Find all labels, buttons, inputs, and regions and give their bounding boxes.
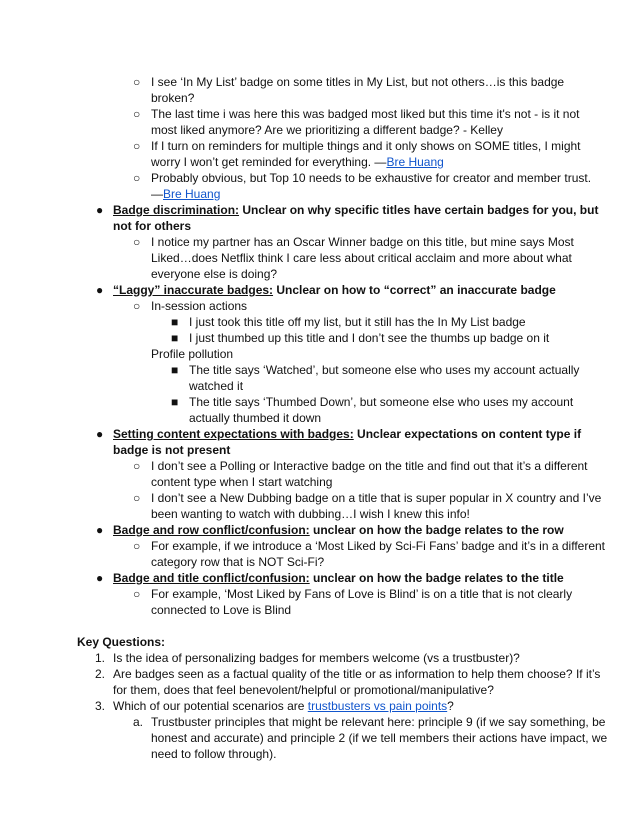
text-line: category row that is NOT Sci-Fi? [151,555,325,569]
bullet-circle: ○ [133,491,141,505]
text-line: For example, if we introduce a ‘Most Liked by Sci-Fi Fans’ badge and it’s in a different [151,539,606,553]
bullet-dot: ● [96,523,104,537]
bullet-dot: ● [96,283,104,297]
section-description: Unclear on why specific titles have certain badges for you, but [239,203,599,217]
key-questions-heading: Key Questions: [77,635,166,649]
text-line: broken? [151,91,195,105]
section-description: Unclear expectations on content type if [353,427,582,441]
bullet-circle: ○ [133,107,141,121]
text-line: I just thumbed up this title and I don’t see the thumbs up badge on it [189,331,550,345]
section-title: Badge and title conflict/confusion: [113,571,310,585]
text-line: I see ‘In My List’ badge on some titles in My List, but not others…is this badge [151,75,565,89]
bullet-dot: ● [96,571,104,585]
question-text: Are badges seen as a factual quality of the title or as information to help them choose? If it’s [113,667,601,681]
bullet-square: ■ [171,331,179,345]
text-line: I don’t see a Polling or Interactive badge on the title and find out that it’s a different [151,459,588,473]
text-line: Trustbuster principles that might be relevant here: principle 9 (if we say something, be [151,715,606,729]
author-link[interactable]: Bre Huang [386,155,444,169]
text-line: Probably obvious, but Top 10 needs to be exhaustive for creator and member trust. [151,171,592,185]
section-title: Setting content expectations with badges: [113,427,354,441]
question-text: for them, does that feel benevolent/helpful or promotional/manipulative? [113,683,494,697]
text-line: The title says ‘Watched’, but someone else who uses my account actually [189,363,580,377]
text-line: need to follow through). [151,747,277,761]
bullet-circle: ○ [133,75,141,89]
section-description: unclear on how the badge relates to the row [309,523,564,537]
question-text: ? [447,699,454,713]
text-line: — [151,187,163,201]
text-line: everyone else is doing? [151,267,278,281]
trustbusters-link[interactable]: trustbusters vs pain points [307,699,448,713]
bullet-dot: ● [96,203,104,217]
text-line: most liked anymore? Are we prioritizing a different badge? - Kelley [151,123,503,137]
text-line: For example, ‘Most Liked by Fans of Love is Blind’ is on a title that is not clearly [151,587,573,601]
bullet-circle: ○ [133,235,141,249]
section-title: “Laggy” inaccurate badges: [113,283,274,297]
bullet-dot: ● [96,427,104,441]
bullet-circle: ○ [133,539,141,553]
question-text: Which of our potential scenarios are [113,699,308,713]
section-description: not for others [113,219,191,233]
text-line: honest and accurate) and principle 2 (if we tell members their actions have impact, we [151,731,608,745]
text-line: been wanting to watch with dubbing…I wish I knew this info! [151,507,470,521]
list-letter: a. [133,715,144,729]
text-line: I notice my partner has an Oscar Winner badge on this title, but mine says Most [151,235,574,249]
text-line: The title says ‘Thumbed Down’, but someone else who uses my account [189,395,574,409]
list-number: 2. [95,667,106,681]
bullet-square: ■ [171,363,179,377]
bullet-square: ■ [171,315,179,329]
bullet-circle: ○ [133,459,141,473]
section-description: Unclear on how to “correct” an inaccurate badge [273,283,556,297]
bullet-square: ■ [171,395,179,409]
section-title: Badge and row conflict/confusion: [113,523,310,537]
text-line: The last time i was here this was badged most liked but this time it's not - is it not [151,107,580,121]
text-line: worry I won’t get reminded for everything. — [151,155,387,169]
section-title: Badge discrimination: [113,203,240,217]
text-line: If I turn on reminders for multiple things and it only shows on SOME titles, I might [151,139,581,153]
bullet-circle: ○ [133,299,141,313]
text-line: I just took this title off my list, but it still has the In My List badge [189,315,526,329]
text-line: Liked…does Netflix think I care less about critical acclaim and more about what [151,251,572,265]
text-line: content type when I start watching [151,475,333,489]
bullet-circle: ○ [133,139,141,153]
text-line: connected to Love is Blind [151,603,292,617]
section-description: badge is not present [113,443,231,457]
text-line: I don’t see a New Dubbing badge on a title that is super popular in X country and I’ve [151,491,602,505]
question-text: Is the idea of personalizing badges for members welcome (vs a trustbuster)? [113,651,520,665]
subsection-label: In-session actions [151,299,248,313]
author-link[interactable]: Bre Huang [163,187,221,201]
text-line: actually thumbed it down [189,411,322,425]
text-line: watched it [189,379,244,393]
section-description: unclear on how the badge relates to the title [309,571,564,585]
bullet-circle: ○ [133,171,141,185]
list-number: 1. [95,651,106,665]
list-number: 3. [95,699,106,713]
subsection-label: Profile pollution [151,347,234,361]
bullet-circle: ○ [133,587,141,601]
